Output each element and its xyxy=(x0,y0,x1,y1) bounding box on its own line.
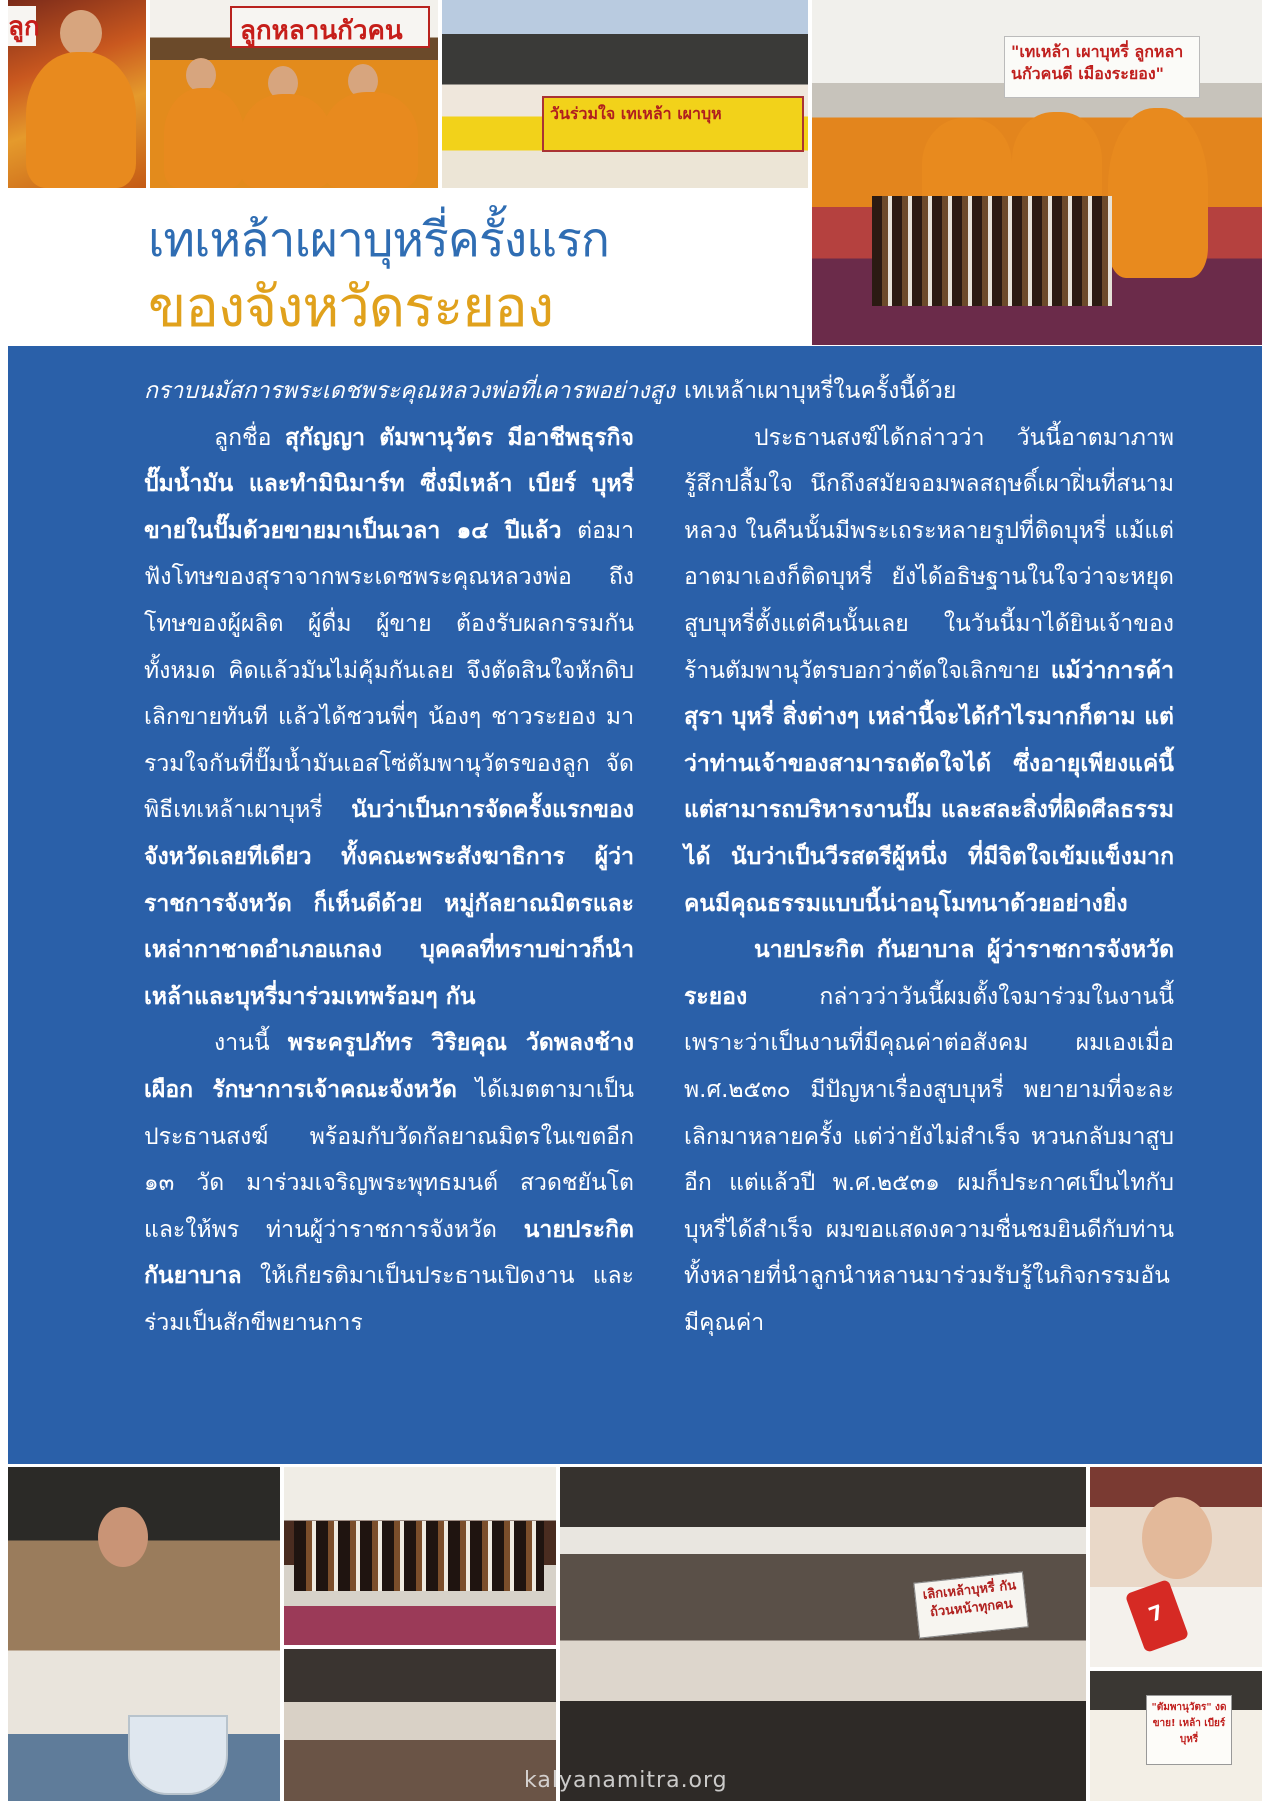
headline-line-1: เทเหล้าเผาบุหรี่ครั้งแรก xyxy=(148,212,609,268)
paragraph: เทเหล้าเผาบุหรี่ในครั้งนี้ด้วย xyxy=(684,378,957,404)
photo-shop-sign xyxy=(1090,1671,1262,1801)
photo-monk-speaking xyxy=(8,0,146,188)
tv-microphone-icon: 7 xyxy=(1125,1579,1189,1653)
photo-bottles-table xyxy=(284,1467,556,1645)
photo-crowd-banner xyxy=(442,0,808,188)
paragraph: ประธานสงฆ์ได้กล่าวว่า วันนี้อาตมาภาพรู้สึกปลื้มใจ นึกถึงสมัยจอมพลสฤษดิ์เผาฝิ่นที่สนามหลวง ในคืนนั้นมีพระเถระหลายรูปที่ติดบุหรี่ แม้แต่อาตมาเองก็ติดบุหรี่ ยังได้อธิษฐานในใจว่าจะหยุดสูบบุหรี่ตั้งแต่คืนนั้นเลย ในวันนี้มาได้ยินเจ้าของร้านตัมพานุวัตรบอกว่าตัดใจเลิกขาย แม้ว่าการค้าสุรา บุหรี่ สิ่งต่างๆ เหล่านี้จะได้กำไรมากก็ตาม แต่ว่าท่านเจ้าของสามารถตัดใจได้ ซึ่งอายุเพียงแค่นี้แต่สามารถบริหารงานปั๊ม และสละสิ่งที่ผิดศีลธรรมได้ นับว่าเป็นวีรสตรีผู้หนึ่ง ที่มีจิตใจเข้มแข็งมาก คนมีคุณธรรมแบบนี้น่าอนุโมทนาด้วยอย่างยิ่ง xyxy=(684,424,1174,917)
no-sale-sign: "ตัมพานุวัตร" งดขาย! เหล้า เบียร์ บุหรี่ xyxy=(1146,1695,1232,1765)
liquor-bottles xyxy=(872,196,1112,306)
photo-governor-pouring xyxy=(8,1467,280,1801)
photo-crowd-gathering xyxy=(560,1467,1086,1801)
watermark: kalyanamitra.org xyxy=(524,1768,728,1793)
event-sign: "เทเหล้า เผาบุหรี่ ลูกหลานกัวคนดี เมืองระยอง" xyxy=(1004,36,1200,98)
salutation: กราบนมัสการพระเดชพระคุณหลวงพ่อที่เคารพอย่างสูง xyxy=(144,378,675,404)
article-column-left xyxy=(144,368,675,1346)
photo-woman-interview xyxy=(1090,1467,1262,1667)
headline-line-2: ของจังหวัดระยอง xyxy=(148,275,554,340)
paragraph: ลูกชื่อ สุกัญญา ตัมพานุวัตร มีอาชีพธุรกิจปั๊มน้ำมัน และทำมินิมาร์ท ซึ่งมีเหล้า เบียร์ บุหรี่ขายในปั๊มด้วยขายมาเป็นเวลา ๑๔ ปีแล้ว ต่อมาฟังโทษของสุราจากพระเดชพระคุณหลวงพ่อ ถึงโทษของผู้ผลิต ผู้ดื่ม ผู้ขาย ต้องรับผลกรรมกันทั้งหมด คิดแล้วมันไม่คุ้มกันเลย จึงตัดสินใจหักดิบเลิกขายทันที แล้วได้ชวนพี่ๆ น้องๆ ชาวระยอง มารวมใจกันที่ปั๊มน้ำมันเอสโซ่ตัมพานุวัตรของลูก จัดพิธีเทเหล้าเผาบุหรี่ นับว่าเป็นการจัดครั้งแรกของจังหวัดเลยทีเดียว ทั้งคณะพระสังฆาธิการ ผู้ว่าราชการจังหวัด ก็เห็นดีด้วย หมู่กัลยาณมิตรและเหล่ากาชาดอำเภอแกลง บุคคลที่ทราบข่าวก็นำเหล้าและบุหรี่มาร่วมเทพร้อมๆ กัน xyxy=(144,424,634,1010)
banner-fragment: ลูก xyxy=(8,6,36,46)
liquor-bottles xyxy=(294,1521,544,1591)
bucket xyxy=(128,1715,228,1795)
paragraph: นายประกิต กันยาบาล ผู้ว่าราชการจังหวัดระยอง กล่าวว่าวันนี้ผมตั้งใจมาร่วมในงานนี้ เพราะว่าเป็นงานที่มีคุณค่าต่อสังคม ผมเองเมื่อ พ.ศ.๒๕๓๐ มีปัญหาเรื่องสูบบุหรี่ พยายามที่จะละ เลิกมาหลายครั้ง แต่ว่ายังไม่สำเร็จ หวนกลับมาสูบอีก แต่แล้วปี พ.ศ.๒๕๓๑ ผมก็ประกาศเป็นไทกับบุหรี่ได้สำเร็จ ผมขอแสดงความชื่นชมยินดีกับท่านทั้งหลายที่นำลูกนำหลานมาร่วมรับรู้ในกิจกรรมอันมีคุณค่า xyxy=(684,937,1174,1336)
photo-people-pouring xyxy=(284,1649,556,1801)
photo-seated-monks xyxy=(150,0,438,188)
article-column-right xyxy=(684,368,1174,1346)
protest-sign: เลิกเหล้าบุหรี่ กันถ้วนหน้าทุกคน xyxy=(913,1571,1028,1638)
yellow-event-banner: วันร่วมใจ เทเหล้า เผาบุห xyxy=(542,96,804,152)
banner-lukhlan: ลูกหลานกัวคน xyxy=(230,6,430,48)
photo-monks-with-bottles xyxy=(812,0,1262,345)
paragraph: งานนี้ พระครูปภัทร วิริยคุณ วัดพลงช้างเผือก รักษาการเจ้าคณะจังหวัด ได้เมตตามาเป็นประธานสงฆ์ พร้อมกับวัดกัลยาณมิตรในเขตอีก ๑๓ วัด มาร่วมเจริญพระพุทธมนต์ สวดชยันโต และให้พร ท่านผู้ว่าราชการจังหวัด นายประกิต กันยาบาล ให้เกียรติมาเป็นประธานเปิดงาน และร่วมเป็นสักขีพยานการ xyxy=(144,1030,635,1336)
